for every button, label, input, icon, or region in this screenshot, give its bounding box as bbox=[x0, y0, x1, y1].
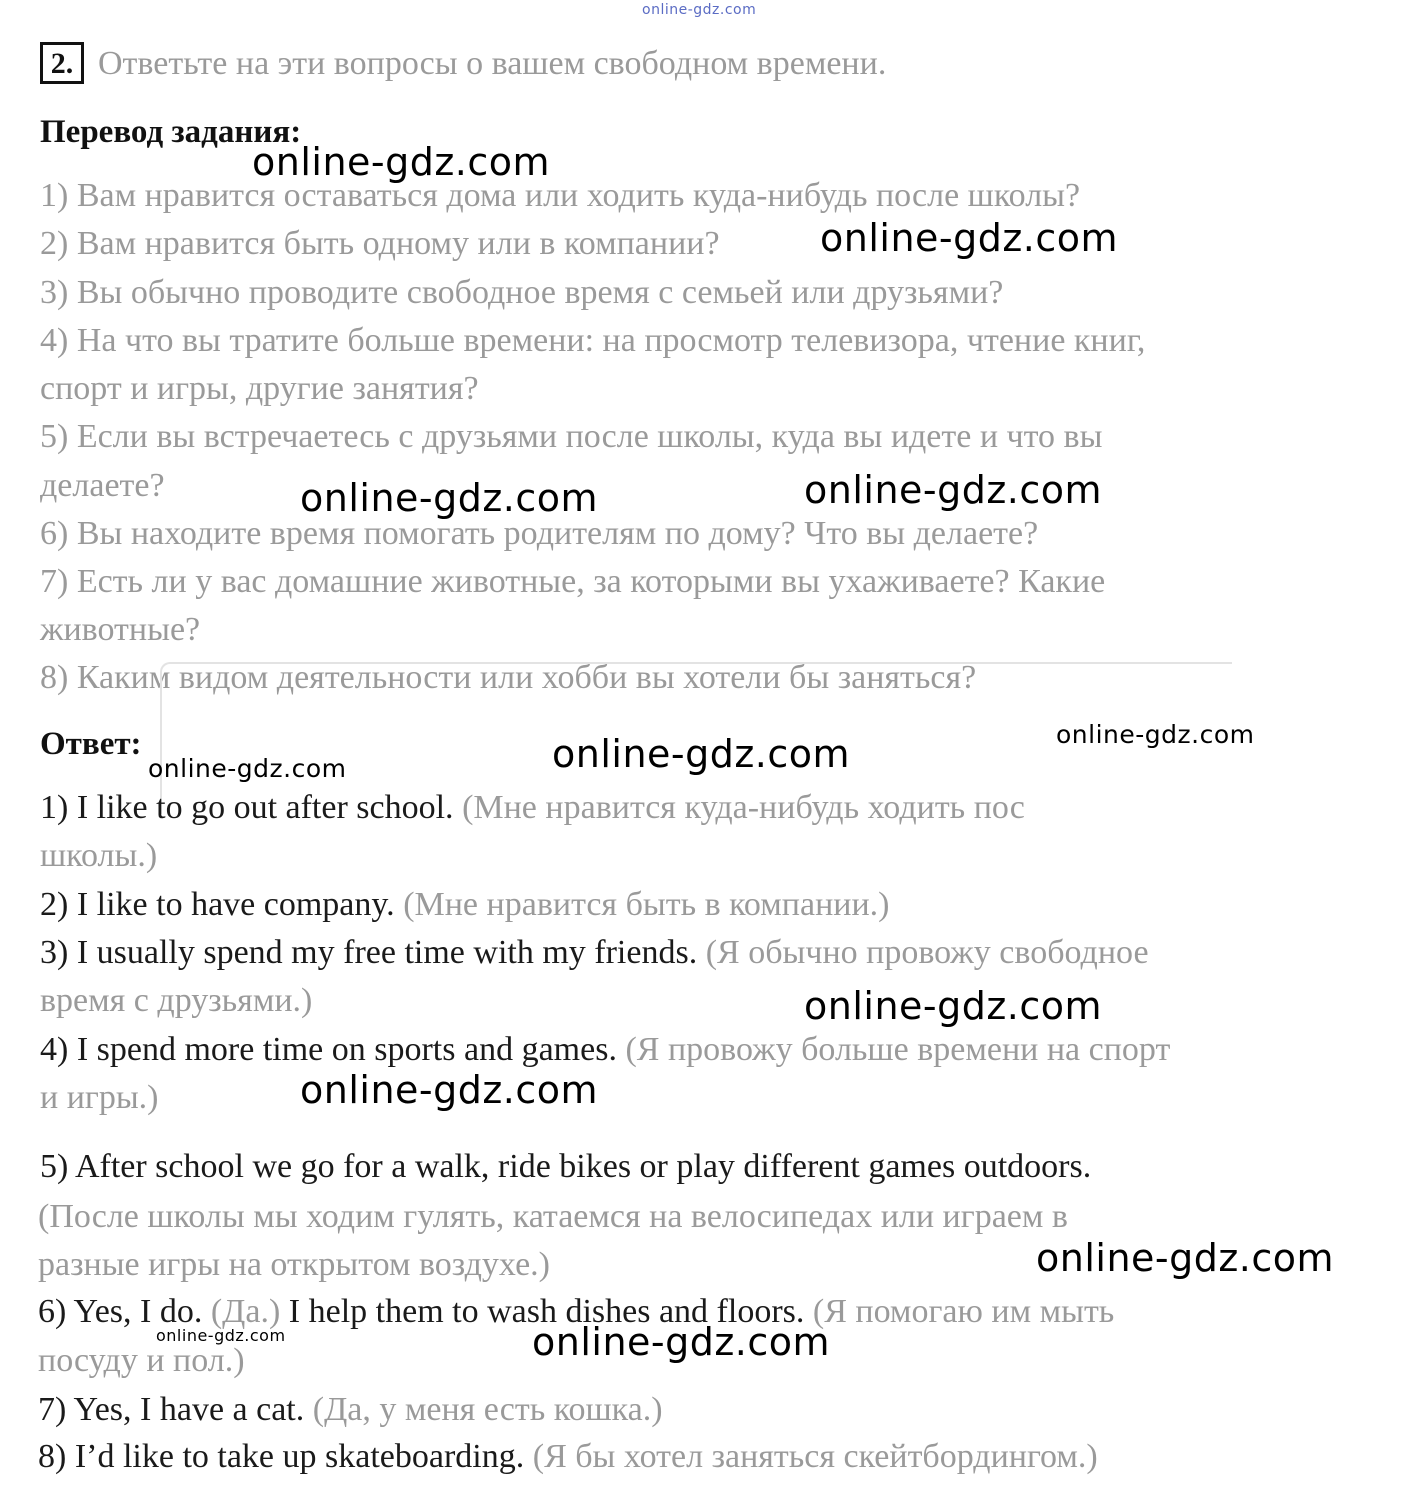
answer-line-2 bbox=[40, 885, 889, 925]
question-line: 2) Вам нравится быть одному или в компании? bbox=[40, 225, 720, 262]
answer-en: 3) I usually spend my free time with my friends. bbox=[40, 934, 698, 971]
watermark: online-gdz.com bbox=[532, 1320, 831, 1364]
answer-en: 8) I’d like to take up skateboarding. bbox=[38, 1438, 525, 1475]
answer-ru: (Да.) bbox=[210, 1293, 281, 1330]
answer-en: I help them to wash dishes and floors. bbox=[288, 1293, 805, 1330]
answer-line-1 bbox=[40, 788, 1025, 828]
answer-en: 5) After school we go for a walk, ride bikes or play different games outdoors. bbox=[40, 1148, 1092, 1185]
answer-line-3b bbox=[40, 981, 312, 1021]
answer-ru: время с друзьями.) bbox=[40, 982, 313, 1019]
answer-line-8 bbox=[38, 1437, 1098, 1477]
question-line: 1) Вам нравится оставаться дома или ходить куда-нибудь после школы? bbox=[40, 177, 1081, 214]
answer-ru: посуду и пол.) bbox=[38, 1342, 245, 1379]
task-number: 2. bbox=[40, 42, 84, 84]
answer-line-5 bbox=[40, 1147, 1091, 1187]
answer-ru: (Я бы хотел заняться скейтбордингом.) bbox=[532, 1438, 1098, 1475]
answer-en: 4) I spend more time on sports and games. bbox=[40, 1031, 617, 1068]
answer-ru: (После школы мы ходим гулять, катаемся на велосипедах или играем в bbox=[38, 1198, 1068, 1235]
watermark: online-gdz.com bbox=[552, 732, 851, 776]
answer-line-4 bbox=[40, 1030, 1170, 1070]
answer-ru: разные игры на открытом воздухе.) bbox=[38, 1246, 550, 1283]
question-line: 7) Есть ли у вас домашние животные, за которыми вы ухаживаете? Какие bbox=[40, 563, 1106, 600]
watermark: online-gdz.com bbox=[300, 1068, 599, 1112]
watermark: online-gdz.com bbox=[820, 216, 1119, 260]
question-line: 5) Если вы встречаетесь с друзьями после школы, куда вы идете и что вы bbox=[40, 418, 1103, 455]
watermark: online-gdz.com bbox=[1036, 1236, 1335, 1280]
answer-line-5b bbox=[38, 1197, 1068, 1237]
answer-ru: школы.) bbox=[40, 837, 158, 874]
answer-line-5c bbox=[38, 1245, 550, 1285]
watermark: online-gdz.com bbox=[804, 468, 1103, 512]
answer-ru: (Я провожу больше времени на спорт bbox=[625, 1031, 1171, 1068]
translation-heading: Перевод задания: bbox=[40, 114, 302, 150]
watermark: online-gdz.com bbox=[1056, 720, 1255, 749]
answer-en: 1) I like to go out after school. bbox=[40, 789, 454, 826]
watermark-top: online-gdz.com bbox=[642, 2, 757, 18]
question-line: 8) Каким видом деятельности или хобби вы хотели бы заняться? bbox=[40, 659, 977, 696]
answer-ru: (Я помогаю им мыть bbox=[812, 1293, 1115, 1330]
answer-line-1b bbox=[40, 836, 157, 876]
watermark: online-gdz.com bbox=[156, 1326, 286, 1345]
answer-ru: и игры.) bbox=[40, 1079, 159, 1116]
question-line: 3) Вы обычно проводите свободное время с семьей или друзьями? bbox=[40, 274, 1004, 311]
answer-line-3 bbox=[40, 933, 1149, 973]
answer-en: 7) Yes, I have a cat. bbox=[38, 1391, 305, 1428]
watermark: online-gdz.com bbox=[300, 476, 599, 520]
answer-line-6b bbox=[38, 1341, 245, 1381]
question-line: делаете? bbox=[40, 467, 165, 504]
task-title: Ответьте на эти вопросы о вашем свободном времени. bbox=[98, 45, 887, 82]
question-line: спорт и игры, другие занятия? bbox=[40, 370, 479, 407]
question-line: 4) На что вы тратите больше времени: на просмотр телевизора, чтение книг, bbox=[40, 322, 1146, 359]
answer-heading: Ответ: bbox=[40, 726, 142, 762]
answer-en: 6) Yes, I do. bbox=[38, 1293, 203, 1330]
answer-line-7 bbox=[38, 1390, 663, 1430]
watermark: online-gdz.com bbox=[252, 140, 551, 184]
answer-en: 2) I like to have company. bbox=[40, 886, 395, 923]
watermark: online-gdz.com bbox=[804, 984, 1103, 1028]
answer-ru: (Мне нравится быть в компании.) bbox=[403, 886, 890, 923]
answer-line-4b bbox=[40, 1078, 159, 1118]
question-line: 6) Вы находите время помогать родителям по дому? Что вы делаете? bbox=[40, 515, 1039, 552]
watermark: online-gdz.com bbox=[148, 754, 347, 783]
answer-ru: (Да, у меня есть кошка.) bbox=[312, 1391, 663, 1428]
answer-ru: (Я обычно провожу свободное bbox=[705, 934, 1149, 971]
answer-ru: (Мне нравится куда-нибудь ходить пос bbox=[462, 789, 1025, 826]
question-line: животные? bbox=[40, 611, 201, 648]
